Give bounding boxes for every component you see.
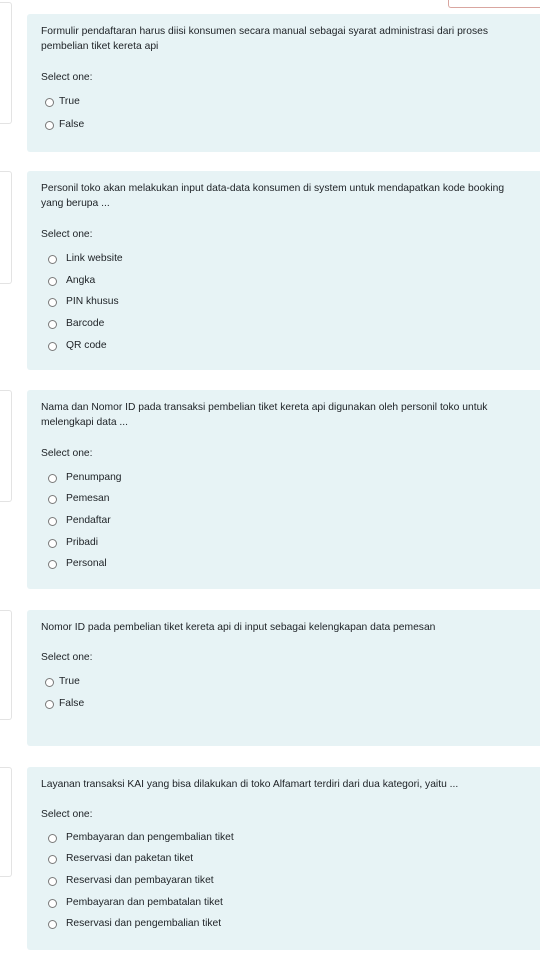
question-info-panel <box>0 610 12 720</box>
option-label: Personal <box>66 558 107 569</box>
radio-button[interactable] <box>48 920 57 929</box>
option-reservasi-pengembalian[interactable] <box>48 917 221 931</box>
option-link-website[interactable] <box>48 252 123 266</box>
option-label: Reservasi dan pembayaran tiket <box>66 875 214 886</box>
radio-button[interactable] <box>48 877 57 886</box>
option-label: False <box>59 698 85 709</box>
option-personal[interactable] <box>48 557 107 571</box>
option-label: Pembayaran dan pengembalian tiket <box>66 832 234 843</box>
radio-button[interactable] <box>48 298 57 307</box>
option-label: False <box>59 119 85 130</box>
option-barcode[interactable] <box>48 317 104 331</box>
option-pembayaran-pembatalan[interactable] <box>48 896 223 910</box>
option-reservasi-paketan[interactable] <box>48 852 193 866</box>
radio-button[interactable] <box>48 560 57 569</box>
option-label: Pembayaran dan pembatalan tiket <box>66 897 223 908</box>
question-text: Layanan transaksi KAI yang bisa dilakukan di toko Alfamart terdiri dari dua kategori, yaitu ... <box>41 779 459 790</box>
option-angka[interactable] <box>48 274 95 288</box>
option-pendaftar[interactable] <box>48 514 111 528</box>
option-label: Pribadi <box>66 537 99 548</box>
question-info-panel <box>0 767 12 877</box>
top-navigation-tab[interactable] <box>448 0 540 8</box>
select-one-label: Select one: <box>41 229 93 240</box>
option-pribadi[interactable] <box>48 536 98 550</box>
option-label: QR code <box>66 340 107 351</box>
option-qr-code[interactable] <box>48 339 107 353</box>
radio-button[interactable] <box>48 255 57 264</box>
question-card-4 <box>27 610 540 746</box>
option-reservasi-pembayaran[interactable] <box>48 874 214 888</box>
select-one-label: Select one: <box>41 652 93 663</box>
radio-button[interactable] <box>48 517 57 526</box>
radio-button[interactable] <box>48 495 57 504</box>
radio-button[interactable] <box>45 678 54 687</box>
option-penumpang[interactable] <box>48 471 122 485</box>
question-text: Nama dan Nomor ID pada transaksi pembelian tiket kereta api digunakan oleh personil toko untuk melengkapi data ... <box>41 402 488 428</box>
radio-button[interactable] <box>48 899 57 908</box>
option-label: True <box>59 676 80 687</box>
question-info-panel <box>0 171 12 284</box>
question-card-5 <box>27 767 540 950</box>
option-pin-khusus[interactable] <box>48 295 119 309</box>
question-info-panel <box>0 390 12 502</box>
option-label: Pendaftar <box>66 515 111 526</box>
option-false[interactable] <box>45 697 84 711</box>
radio-button[interactable] <box>45 121 54 130</box>
radio-button[interactable] <box>48 855 57 864</box>
option-pemesan[interactable] <box>48 492 110 506</box>
option-label: Reservasi dan pengembalian tiket <box>66 918 222 929</box>
question-text: Nomor ID pada pembelian tiket kereta api di input sebagai kelengkapan data pemesan <box>41 622 436 633</box>
question-text: Formulir pendaftaran harus diisi konsumen secara manual sebagai syarat administrasi dari proses pembelian tiket kereta api <box>41 26 488 52</box>
question-text: Personil toko akan melakukan input data-data konsumen di system untuk mendapatkan kode booking yang berupa ... <box>41 183 505 209</box>
radio-button[interactable] <box>48 834 57 843</box>
select-one-label: Select one: <box>41 72 93 83</box>
select-one-label: Select one: <box>41 448 93 459</box>
option-label: Reservasi dan paketan tiket <box>66 853 194 864</box>
option-label: Penumpang <box>66 472 122 483</box>
radio-button[interactable] <box>48 474 57 483</box>
radio-button[interactable] <box>45 700 54 709</box>
radio-button[interactable] <box>45 98 54 107</box>
option-label: Link website <box>66 253 123 264</box>
question-card-1 <box>27 14 540 152</box>
question-card-3 <box>27 390 540 589</box>
radio-button[interactable] <box>48 320 57 329</box>
select-one-label: Select one: <box>41 809 93 820</box>
radio-button[interactable] <box>48 277 57 286</box>
option-true[interactable] <box>45 675 80 689</box>
option-label: Pemesan <box>66 493 110 504</box>
option-label: True <box>59 96 80 107</box>
question-info-panel <box>0 2 12 124</box>
option-true[interactable] <box>45 95 80 109</box>
option-label: Barcode <box>66 318 105 329</box>
option-false[interactable] <box>45 118 84 132</box>
option-label: Angka <box>66 275 96 286</box>
option-pembayaran-pengembalian[interactable] <box>48 831 234 845</box>
question-card-2 <box>27 171 540 370</box>
option-label: PIN khusus <box>66 296 119 307</box>
radio-button[interactable] <box>48 539 57 548</box>
radio-button[interactable] <box>48 342 57 351</box>
